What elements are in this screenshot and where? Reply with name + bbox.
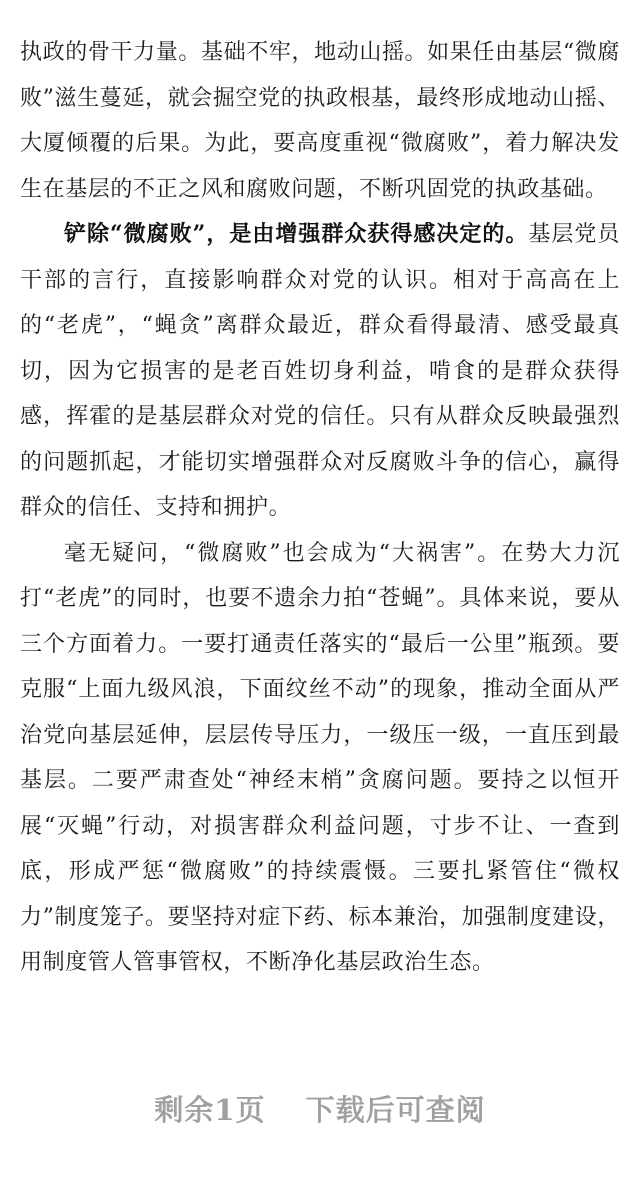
paragraph-1-text: 执政的骨干力量。基础不牢，地动山摇。如果任由基层“微腐败”滋生蔓延，就会掘空党的执政根基，最终形成地动山摇、大厦倾覆的后果。为此，要高度重视“微腐败”，着力解决发生在基层的不正之风和腐败问题，不断巩固党的执政基础。	[20, 40, 620, 202]
paragraph-1	[20, 30, 620, 212]
download-prompt[interactable]	[0, 1088, 640, 1129]
remaining-pages-label: 剩余1页	[154, 1093, 266, 1127]
paragraph-2	[20, 212, 620, 531]
paragraph-3	[20, 531, 620, 986]
paragraph-2-lead: 铲除“微腐败”，是由增强群众获得感决定的。	[64, 221, 529, 247]
download-to-view-label[interactable]: 下载后可查阅	[305, 1093, 486, 1127]
document-body	[20, 30, 620, 986]
paragraph-2-text: 基层党员干部的言行，直接影响群众对党的认识。相对于高高在上的“老虎”，“蝇贪”离群众最近，群众看得最清、感受最真切，因为它损害的是老百姓切身利益，啃食的是群众获得感，挥霍的是基层群众对党的信任。只有从群众反映最强烈的问题抓起，才能切实增强群众对反腐败斗争的信心，赢得群众的信任、支持和拥护。	[20, 222, 620, 520]
paragraph-3-text: 毫无疑问，“微腐败”也会成为“大祸害”。在势大力沉打“老虎”的同时，也要不遗余力拍“苍蝇”。具体来说，要从三个方面着力。一要打通责任落实的“最后一公里”瓶颈。要克服“上面九级风浪，下面纹丝不动”的现象，推动全面从严治党向基层延伸，层层传导压力，一级压一级，一直压到最基层。二要严肃查处“神经末梢”贪腐问题。要持之以恒开展“灭蝇”行动，对损害群众利益问题，寸步不让、一查到底，形成严惩“微腐败”的持续震慑。三要扎紧管住“微权力”制度笼子。要坚持对症下药、标本兼治，加强制度建设，用制度管人管事管权，不断净化基层政治生态。	[20, 540, 620, 975]
